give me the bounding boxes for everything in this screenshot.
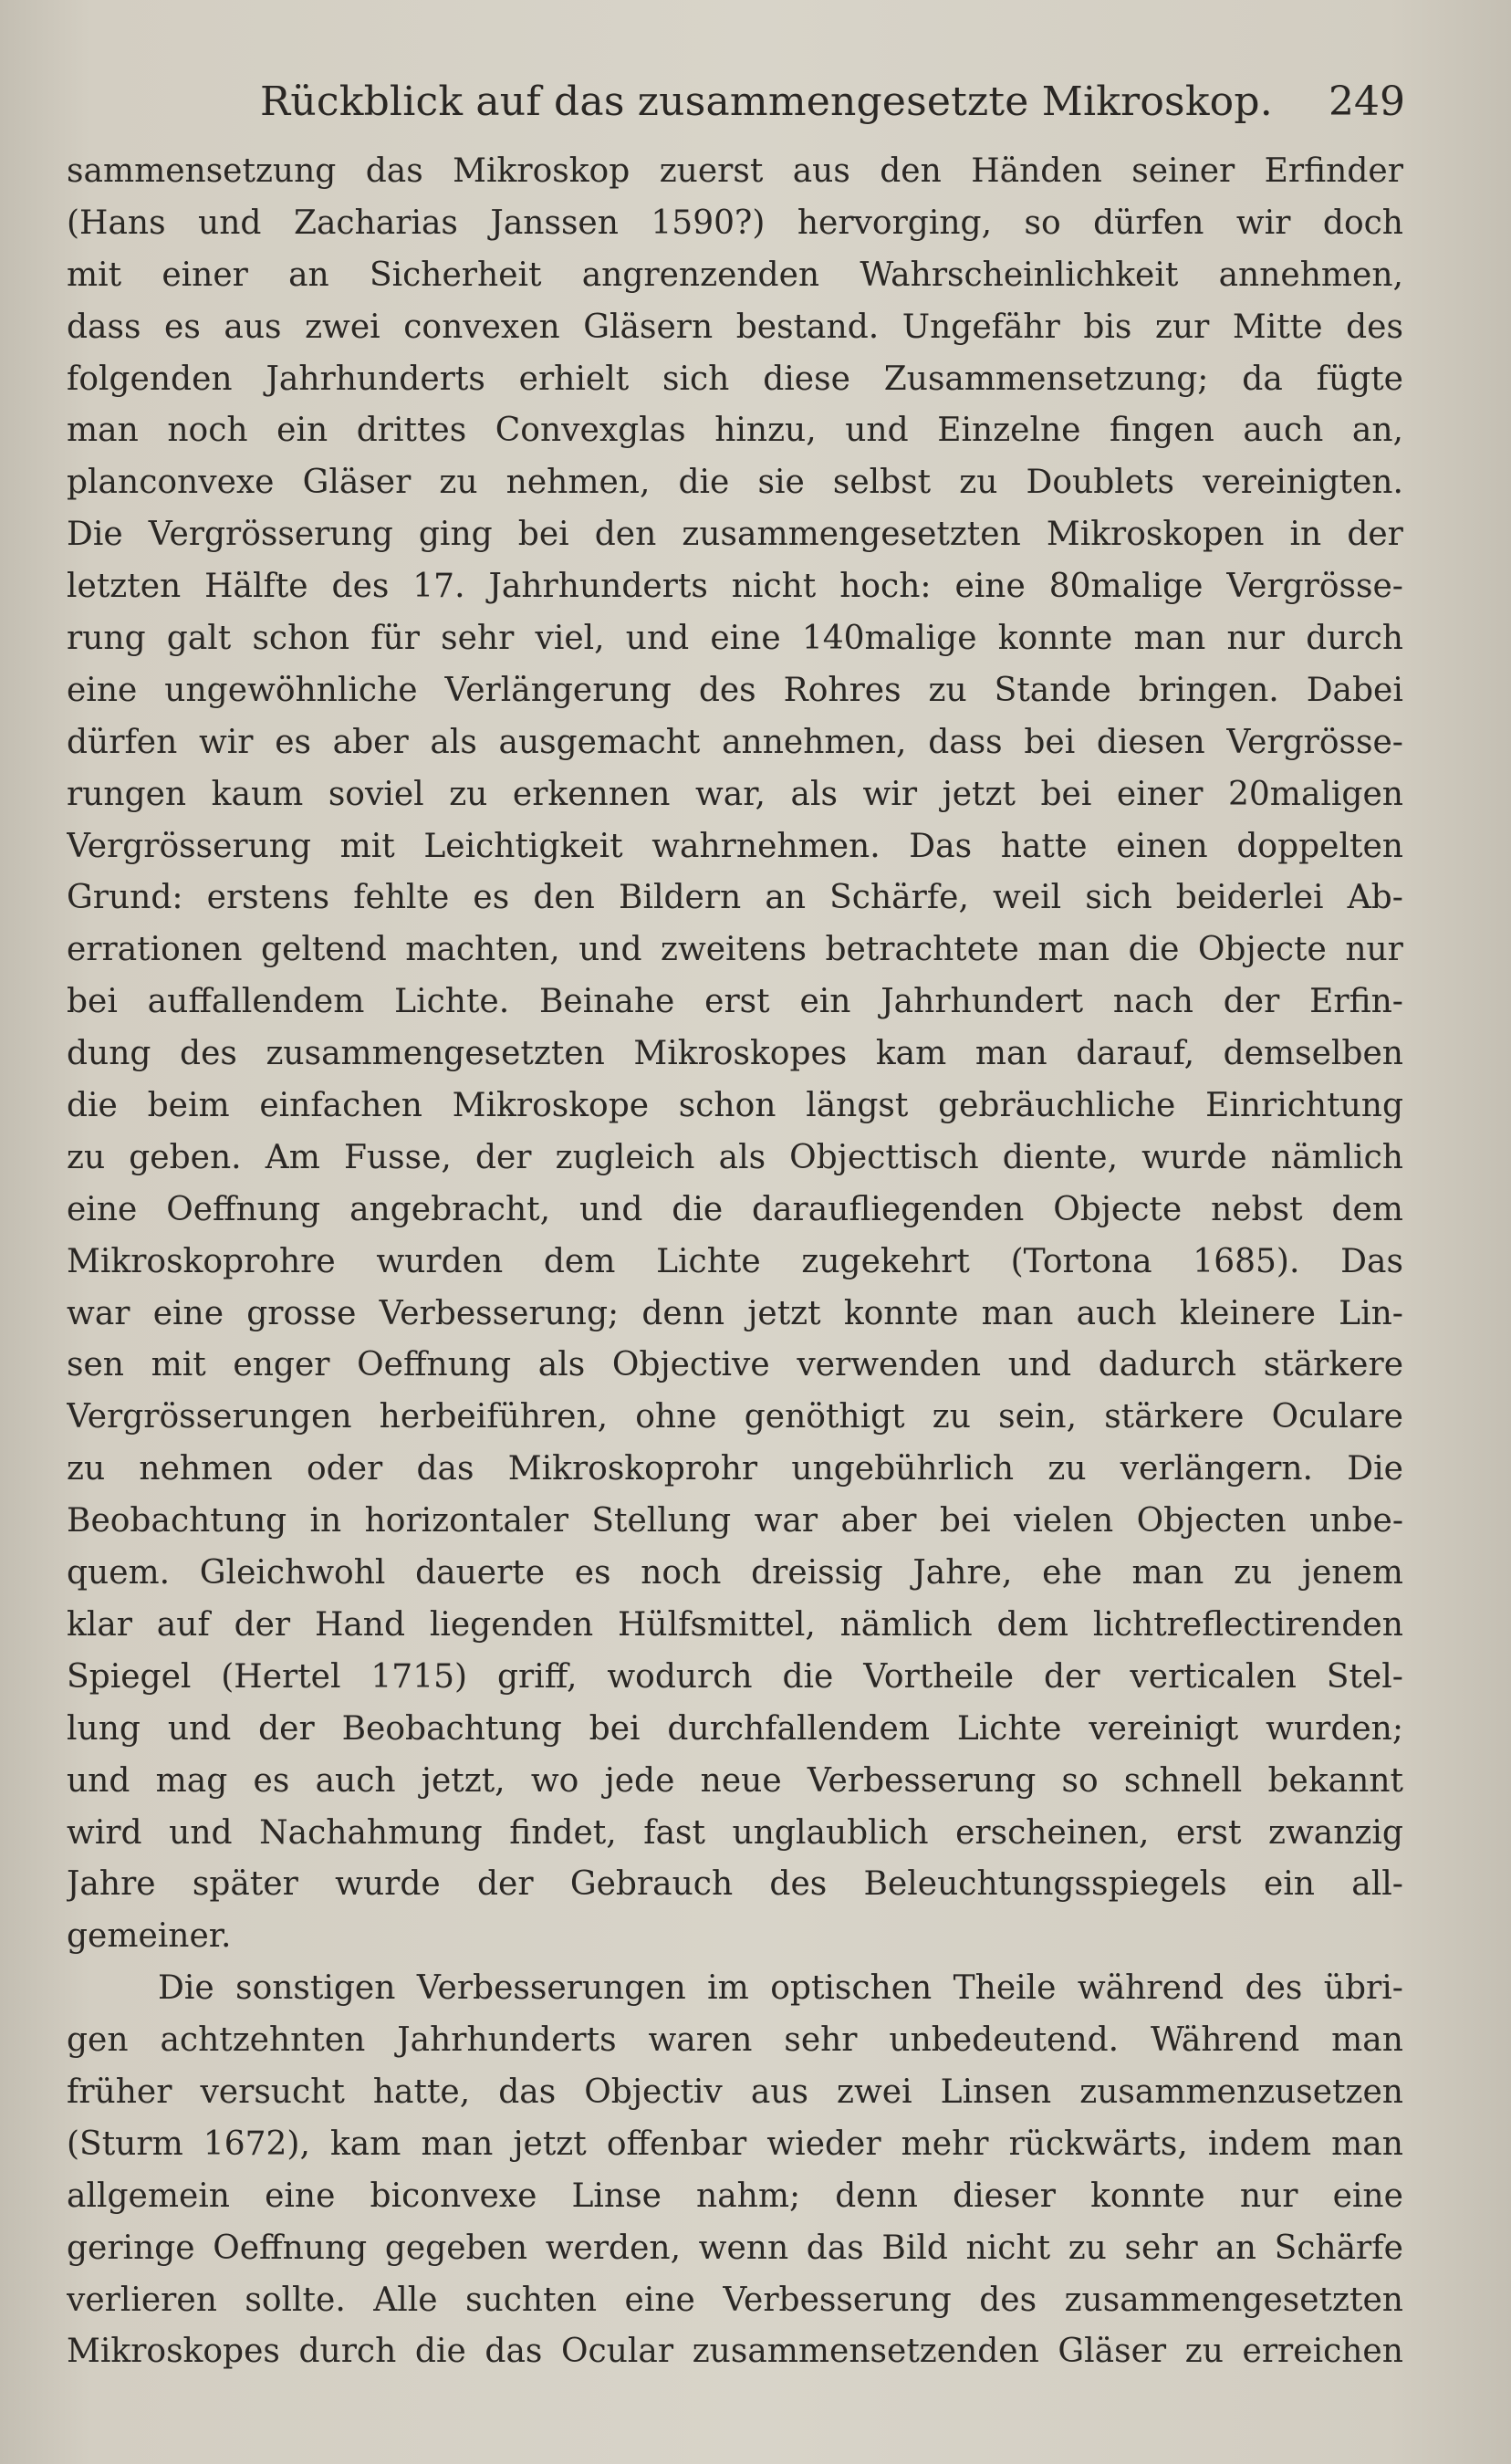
text-line: lung und der Beobachtung bei durchfallendem Lichte vereinigt wurden; [67,1709,1403,1748]
text-line: man noch ein drittes Convexglas hinzu, und Einzelne fingen auch an, [67,412,1403,450]
text-line: früher versucht hatte, das Objectiv aus zwei Linsen zusammenzusetzen [67,2072,1403,2111]
text-line: sen mit enger Oeffnung als Objective verwenden und dadurch stärkere [67,1346,1403,1384]
text-line: Mikroskoprohre wurden dem Lichte zugekehrt (Tortona 1685). Das [67,1242,1403,1280]
text-line: und mag es auch jetzt, wo jede neue Verbesserung so schnell bekannt [67,1761,1403,1800]
text-line: folgenden Jahrhunderts erhielt sich diese Zusammensetzung; da fügte [67,360,1403,398]
text-line: gen achtzehnten Jahrhunderts waren sehr unbedeutend. Während man [67,2021,1403,2060]
text-line: Vergrösserungen herbeiführen, ohne genöthigt zu sein, stärkere Oculare [67,1398,1403,1436]
text-line: zu geben. Am Fusse, der zugleich als Objecttisch diente, wurde nämlich [67,1138,1403,1176]
text-line: allgemein eine biconvexe Linse nahm; denn dieser konnte nur eine [67,2177,1403,2215]
text-line: mit einer an Sicherheit angrenzenden Wahrscheinlichkeit annehmen, [67,256,1403,294]
text-line: Grund: erstens fehlte es den Bildern an Schärfe, weil sich beiderlei Ab- [67,879,1403,917]
paragraph [67,146,1403,1963]
text-line: eine Oeffnung angebracht, und die daraufliegenden Objecte nebst dem [67,1190,1403,1228]
text-line: Mikroskopes durch die das Ocular zusammensetzenden Gläser zu erreichen [67,2333,1403,2371]
text-line: Die Vergrösserung ging bei den zusammengesetzten Mikroskopen in der [67,516,1403,554]
text-line: Spiegel (Hertel 1715) griff, wodurch die Vortheile der verticalen Stel- [67,1657,1403,1696]
text-line: Die sonstigen Verbesserungen im optischen Theile während des übri- [158,1969,1403,2008]
text-line: die beim einfachen Mikroskope schon längst gebräuchliche Einrichtung [67,1087,1403,1125]
running-title: Rückblick auf das zusammengesetzte Mikroskop. [260,78,1273,125]
text-line: Beobachtung in horizontaler Stellung war aber bei vielen Objecten unbe- [67,1502,1403,1540]
text-line: wird und Nachahmung findet, fast unglaublich erscheinen, erst zwanzig [67,1813,1403,1852]
text-line: eine ungewöhnliche Verlängerung des Rohres zu Stande bringen. Dabei [67,671,1403,709]
running-header [260,75,1405,130]
text-line: planconvexe Gläser zu nehmen, die sie selbst zu Doublets vereinigten. [67,464,1403,502]
text-line: dass es aus zwei convexen Gläsern bestand. Ungefähr bis zur Mitte des [67,308,1403,346]
text-line: gemeiner. [67,1917,232,1956]
text-line: (Hans und Zacharias Janssen 1590?) hervorging, so dürfen wir doch [67,204,1403,242]
text-line: dürfen wir es aber als ausgemacht annehmen, dass bei diesen Vergrösse- [67,723,1403,761]
text-line: letzten Hälfte des 17. Jahrhunderts nicht hoch: eine 80malige Vergrösse- [67,568,1403,606]
text-line: Vergrösserung mit Leichtigkeit wahrnehmen. Das hatte einen doppelten [67,827,1403,865]
text-line: klar auf der Hand liegenden Hülfsmittel, nämlich dem lichtreflectirenden [67,1605,1403,1644]
text-line: war eine grosse Verbesserung; denn jetzt konnte man auch kleinere Lin- [67,1294,1403,1332]
text-line: quem. Gleichwohl dauerte es noch dreissig Jahre, ehe man zu jenem [67,1554,1403,1592]
text-line: (Sturm 1672), kam man jetzt offenbar wieder mehr rückwärts, indem man [67,2125,1403,2163]
text-line: rungen kaum soviel zu erkennen war, als wir jetzt bei einer 20maligen [67,775,1403,813]
text-line: Jahre später wurde der Gebrauch des Beleuchtungsspiegels ein all- [67,1865,1403,1904]
text-line: sammensetzung das Mikroskop zuerst aus den Händen seiner Erfinder [67,152,1403,190]
text-line: zu nehmen oder das Mikroskoprohr ungebührlich zu verlängern. Die [67,1450,1403,1488]
body-text [67,146,1403,2378]
paragraph [67,1963,1403,2378]
text-line: bei auffallendem Lichte. Beinahe erst ein Jahrhundert nach der Erfin- [67,983,1403,1021]
text-line: geringe Oeffnung gegeben werden, wenn das Bild nicht zu sehr an Schärfe [67,2229,1403,2267]
text-line: dung des zusammengesetzten Mikroskopes kam man darauf, demselben [67,1035,1403,1073]
page-number: 249 [1329,78,1405,125]
text-line: verlieren sollte. Alle suchten eine Verbesserung des zusammengesetzten [67,2281,1403,2319]
text-line: rung galt schon für sehr viel, und eine 140malige konnte man nur durch [67,620,1403,658]
text-line: errationen geltend machten, und zweitens betrachtete man die Objecte nur [67,931,1403,969]
